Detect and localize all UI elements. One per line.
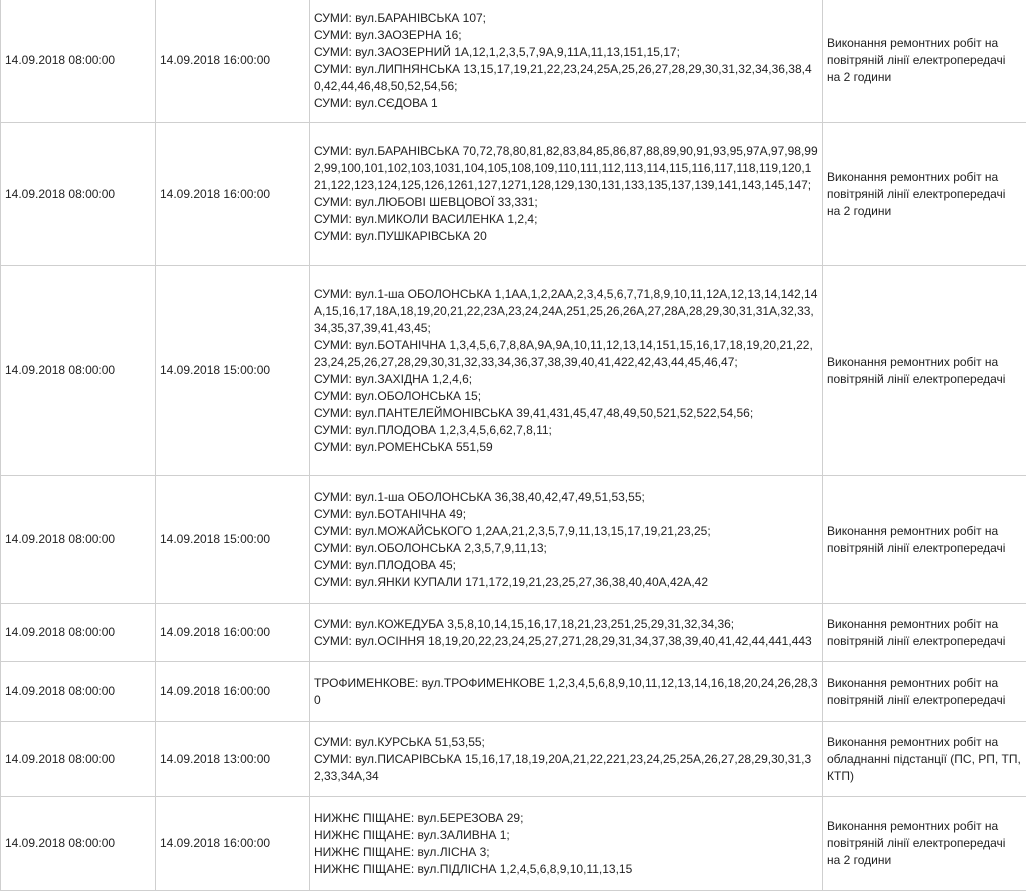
end-time-cell: 14.09.2018 16:00:00 — [156, 797, 310, 891]
address-line: СУМИ: вул.ПЛОДОВА 45; — [314, 557, 818, 574]
addresses-cell — [310, 797, 823, 891]
address-line: СУМИ: вул.ЗАОЗЕРНА 16; — [314, 27, 818, 44]
address-line: СУМИ: вул.БАРАНІВСЬКА 107; — [314, 10, 818, 27]
table-row — [1, 266, 1026, 476]
address-line: СУМИ: вул.1-ша ОБОЛОНСЬКА 36,38,40,42,47,49,51,53,55; — [314, 489, 818, 506]
start-time-cell: 14.09.2018 08:00:00 — [1, 266, 156, 476]
end-time-cell: 14.09.2018 15:00:00 — [156, 266, 310, 476]
table-row — [1, 797, 1026, 891]
start-time-cell: 14.09.2018 08:00:00 — [1, 662, 156, 722]
outage-table-body — [1, 0, 1026, 891]
end-time-cell: 14.09.2018 16:00:00 — [156, 123, 310, 266]
reason-cell: Виконання ремонтних робіт на повітряній лінії електропередачі — [823, 604, 1026, 662]
address-line: СУМИ: вул.1-ша ОБОЛОНСЬКА 1,1АА,1,2,2АА,2,3,4,5,6,7,71,8,9,10,11,12А,12,13,14,142,14А,15,16,17,18А,18,19,20,21,22,23А,23,24,24А,251,25,26,26А,27,28А,28,29,30,31,31А,32,33,34,35,37,39,41,43,45; — [314, 286, 818, 337]
table-row — [1, 0, 1026, 123]
address-line: СУМИ: вул.ПАНТЕЛЕЙМОНІВСЬКА 39,41,431,45,47,48,49,50,521,52,522,54,56; — [314, 405, 818, 422]
end-time-cell: 14.09.2018 15:00:00 — [156, 476, 310, 604]
address-line: СУМИ: вул.РОМЕНСЬКА 551,59 — [314, 439, 818, 456]
reason-cell: Виконання ремонтних робіт на повітряній лінії електропередачі — [823, 266, 1026, 476]
address-line: СУМИ: вул.МИКОЛИ ВАСИЛЕНКА 1,2,4; — [314, 211, 818, 228]
address-line: СУМИ: вул.СЄДОВА 1 — [314, 95, 818, 112]
reason-cell: Виконання ремонтних робіт на повітряній лінії електропередачі на 2 години — [823, 797, 1026, 891]
addresses-cell — [310, 722, 823, 797]
start-time-cell: 14.09.2018 08:00:00 — [1, 722, 156, 797]
reason-cell: Виконання ремонтних робіт на повітряній лінії електропередачі на 2 години — [823, 123, 1026, 266]
address-line: СУМИ: вул.ОБОЛОНСЬКА 2,3,5,7,9,11,13; — [314, 540, 818, 557]
start-time-cell: 14.09.2018 08:00:00 — [1, 604, 156, 662]
address-line: СУМИ: вул.ЯНКИ КУПАЛИ 171,172,19,21,23,25,27,36,38,40,40А,42А,42 — [314, 574, 818, 591]
addresses-cell — [310, 662, 823, 722]
reason-cell: Виконання ремонтних робіт на обладнанні підстанції (ПС, РП, ТП, КТП) — [823, 722, 1026, 797]
end-time-cell: 14.09.2018 13:00:00 — [156, 722, 310, 797]
reason-cell: Виконання ремонтних робіт на повітряній лінії електропередачі — [823, 662, 1026, 722]
reason-cell: Виконання ремонтних робіт на повітряній лінії електропередачі на 2 години — [823, 0, 1026, 123]
start-time-cell: 14.09.2018 08:00:00 — [1, 0, 156, 123]
table-row — [1, 722, 1026, 797]
addresses-cell — [310, 476, 823, 604]
address-line: СУМИ: вул.ЗАОЗЕРНИЙ 1А,12,1,2,3,5,7,9А,9,11А,11,13,151,15,17; — [314, 44, 818, 61]
address-line: НИЖНЄ ПІЩАНЕ: вул.ПІДЛІСНА 1,2,4,5,6,8,9,10,11,13,15 — [314, 861, 818, 878]
address-line: СУМИ: вул.ПЛОДОВА 1,2,3,4,5,6,62,7,8,11; — [314, 422, 818, 439]
start-time-cell: 14.09.2018 08:00:00 — [1, 797, 156, 891]
address-line: НИЖНЄ ПІЩАНЕ: вул.ЛІСНА 3; — [314, 844, 818, 861]
table-row — [1, 123, 1026, 266]
start-time-cell: 14.09.2018 08:00:00 — [1, 123, 156, 266]
table-row — [1, 662, 1026, 722]
address-line: СУМИ: вул.БОТАНІЧНА 1,3,4,5,6,7,8,8А,9А,9А,10,11,12,13,14,151,15,16,17,18,19,20,21,22,23,24,25,26,27,28,29,30,31,32,33,34,36,37,38,39,40,41,422,42,43,44,45,46,47; — [314, 337, 818, 371]
address-line: СУМИ: вул.ЛИПНЯНСЬКА 13,15,17,19,21,22,23,24,25А,25,26,27,28,29,30,31,32,34,36,38,40,42,44,46,48,50,52,54,56; — [314, 61, 818, 95]
address-line: СУМИ: вул.ЗАХІДНА 1,2,4,6; — [314, 371, 818, 388]
address-line: СУМИ: вул.ОБОЛОНСЬКА 15; — [314, 388, 818, 405]
table-row — [1, 604, 1026, 662]
addresses-cell — [310, 604, 823, 662]
reason-cell: Виконання ремонтних робіт на повітряній лінії електропередачі — [823, 476, 1026, 604]
address-line: СУМИ: вул.МОЖАЙСЬКОГО 1,2АА,21,2,3,5,7,9,11,13,15,17,19,21,23,25; — [314, 523, 818, 540]
address-line: СУМИ: вул.БАРАНІВСЬКА 70,72,78,80,81,82,83,84,85,86,87,88,89,90,91,93,95,97А,97,98,992,99,100,101,102,103,1031,104,105,108,109,110,111,112,113,114,115,116,117,118,119,120,121,122,123,124,125,126,1261,127,1271,128,129,130,131,133,135,137,139,141,143,145,147; — [314, 143, 818, 194]
address-line: СУМИ: вул.ОСІННЯ 18,19,20,22,23,24,25,27,271,28,29,31,34,37,38,39,40,41,42,44,441,443 — [314, 633, 818, 650]
address-line: СУМИ: вул.КУРСЬКА 51,53,55; — [314, 734, 818, 751]
address-line: СУМИ: вул.ПУШКАРІВСЬКА 20 — [314, 228, 818, 245]
addresses-cell — [310, 266, 823, 476]
addresses-cell — [310, 0, 823, 123]
address-line: ТРОФИМЕНКОВЕ: вул.ТРОФИМЕНКОВЕ 1,2,3,4,5,6,8,9,10,11,12,13,14,16,18,20,24,26,28,30 — [314, 675, 818, 709]
address-line: СУМИ: вул.КОЖЕДУБА 3,5,8,10,14,15,16,17,18,21,23,251,25,29,31,32,34,36; — [314, 616, 818, 633]
address-line: СУМИ: вул.ПИСАРІВСЬКА 15,16,17,18,19,20А,21,22,221,23,24,25,25А,26,27,28,29,30,31,32,33,34А,34 — [314, 751, 818, 785]
address-line: СУМИ: вул.БОТАНІЧНА 49; — [314, 506, 818, 523]
table-row — [1, 476, 1026, 604]
end-time-cell: 14.09.2018 16:00:00 — [156, 0, 310, 123]
address-line: СУМИ: вул.ЛЮБОВІ ШЕВЦОВОЇ 33,331; — [314, 194, 818, 211]
end-time-cell: 14.09.2018 16:00:00 — [156, 604, 310, 662]
address-line: НИЖНЄ ПІЩАНЕ: вул.ЗАЛИВНА 1; — [314, 827, 818, 844]
addresses-cell — [310, 123, 823, 266]
end-time-cell: 14.09.2018 16:00:00 — [156, 662, 310, 722]
start-time-cell: 14.09.2018 08:00:00 — [1, 476, 156, 604]
address-line: НИЖНЄ ПІЩАНЕ: вул.БЕРЕЗОВА 29; — [314, 810, 818, 827]
